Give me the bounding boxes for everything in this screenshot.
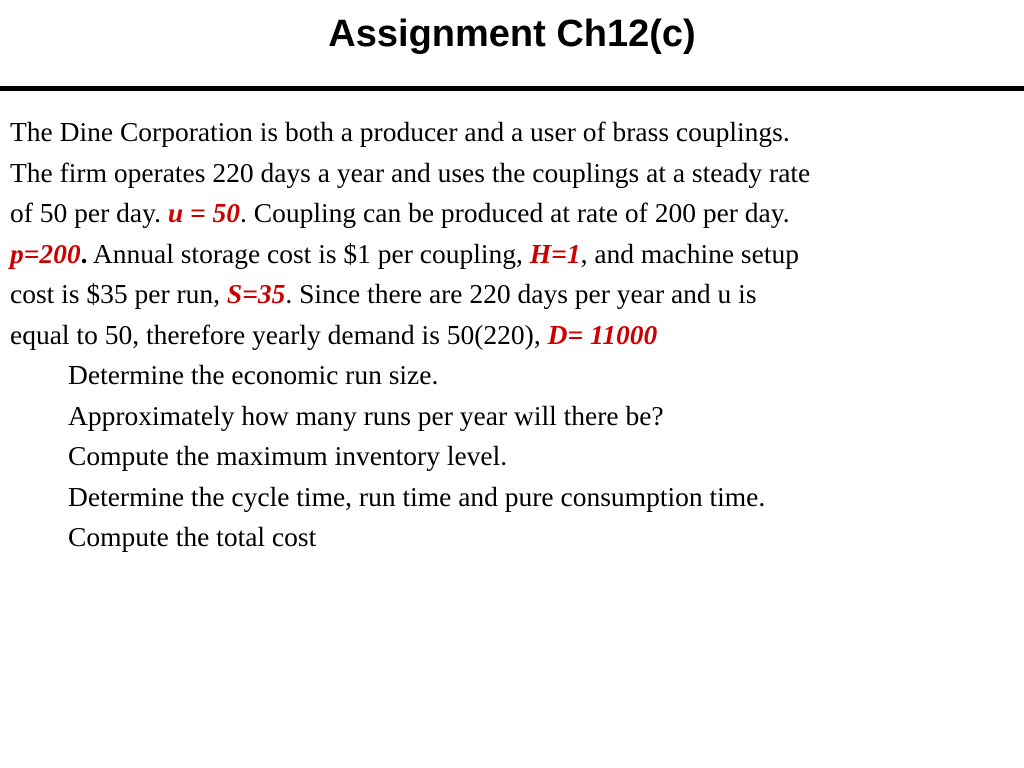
highlighted-variable: H=1 <box>529 237 581 269</box>
task-item: Approximately how many runs per year will there be? <box>68 399 664 431</box>
paragraph-text: of 50 per day. <box>10 197 168 228</box>
title-divider <box>0 86 1024 91</box>
slide-body <box>10 112 1010 558</box>
bold-punctuation: . <box>80 237 88 269</box>
paragraph-line <box>10 112 1010 153</box>
paragraph-text: . Since there are 220 days per year and u is <box>285 278 757 309</box>
task-item: Compute the maximum inventory level. <box>68 440 508 471</box>
task-item: Determine the cycle time, run time and pure consumption time. <box>68 480 766 512</box>
paragraph-line <box>10 274 1010 315</box>
task-list <box>10 355 1010 558</box>
highlighted-variable: S=35 <box>226 278 286 309</box>
task-item: Compute the total cost <box>68 521 317 552</box>
problem-paragraph <box>10 112 1010 355</box>
paragraph-text: . Coupling can be produced at rate of 200 per day. <box>240 197 790 228</box>
paragraph-line <box>10 315 1010 356</box>
paragraph-text: equal to 50, therefore yearly demand is 50(220), <box>10 318 548 350</box>
task-item: Determine the economic run size. <box>68 359 439 390</box>
paragraph-line <box>10 193 1010 234</box>
slide-title: Assignment Ch12(c) <box>328 13 696 55</box>
highlighted-variable: p=200 <box>10 237 81 269</box>
paragraph-text: , and machine setup <box>580 237 799 269</box>
highlighted-variable: D= 11000 <box>547 318 658 350</box>
paragraph-line <box>10 153 1010 194</box>
paragraph-text: The firm operates 220 days a year and uses the couplings at a steady rate <box>10 156 811 188</box>
paragraph-text: Annual storage cost is $1 per coupling, <box>87 237 530 269</box>
paragraph-line <box>10 234 1010 275</box>
paragraph-text: The Dine Corporation is both a producer and a user of brass couplings. <box>10 116 790 147</box>
highlighted-variable: u = 50 <box>167 197 241 228</box>
paragraph-text: cost is $35 per run, <box>10 278 227 309</box>
